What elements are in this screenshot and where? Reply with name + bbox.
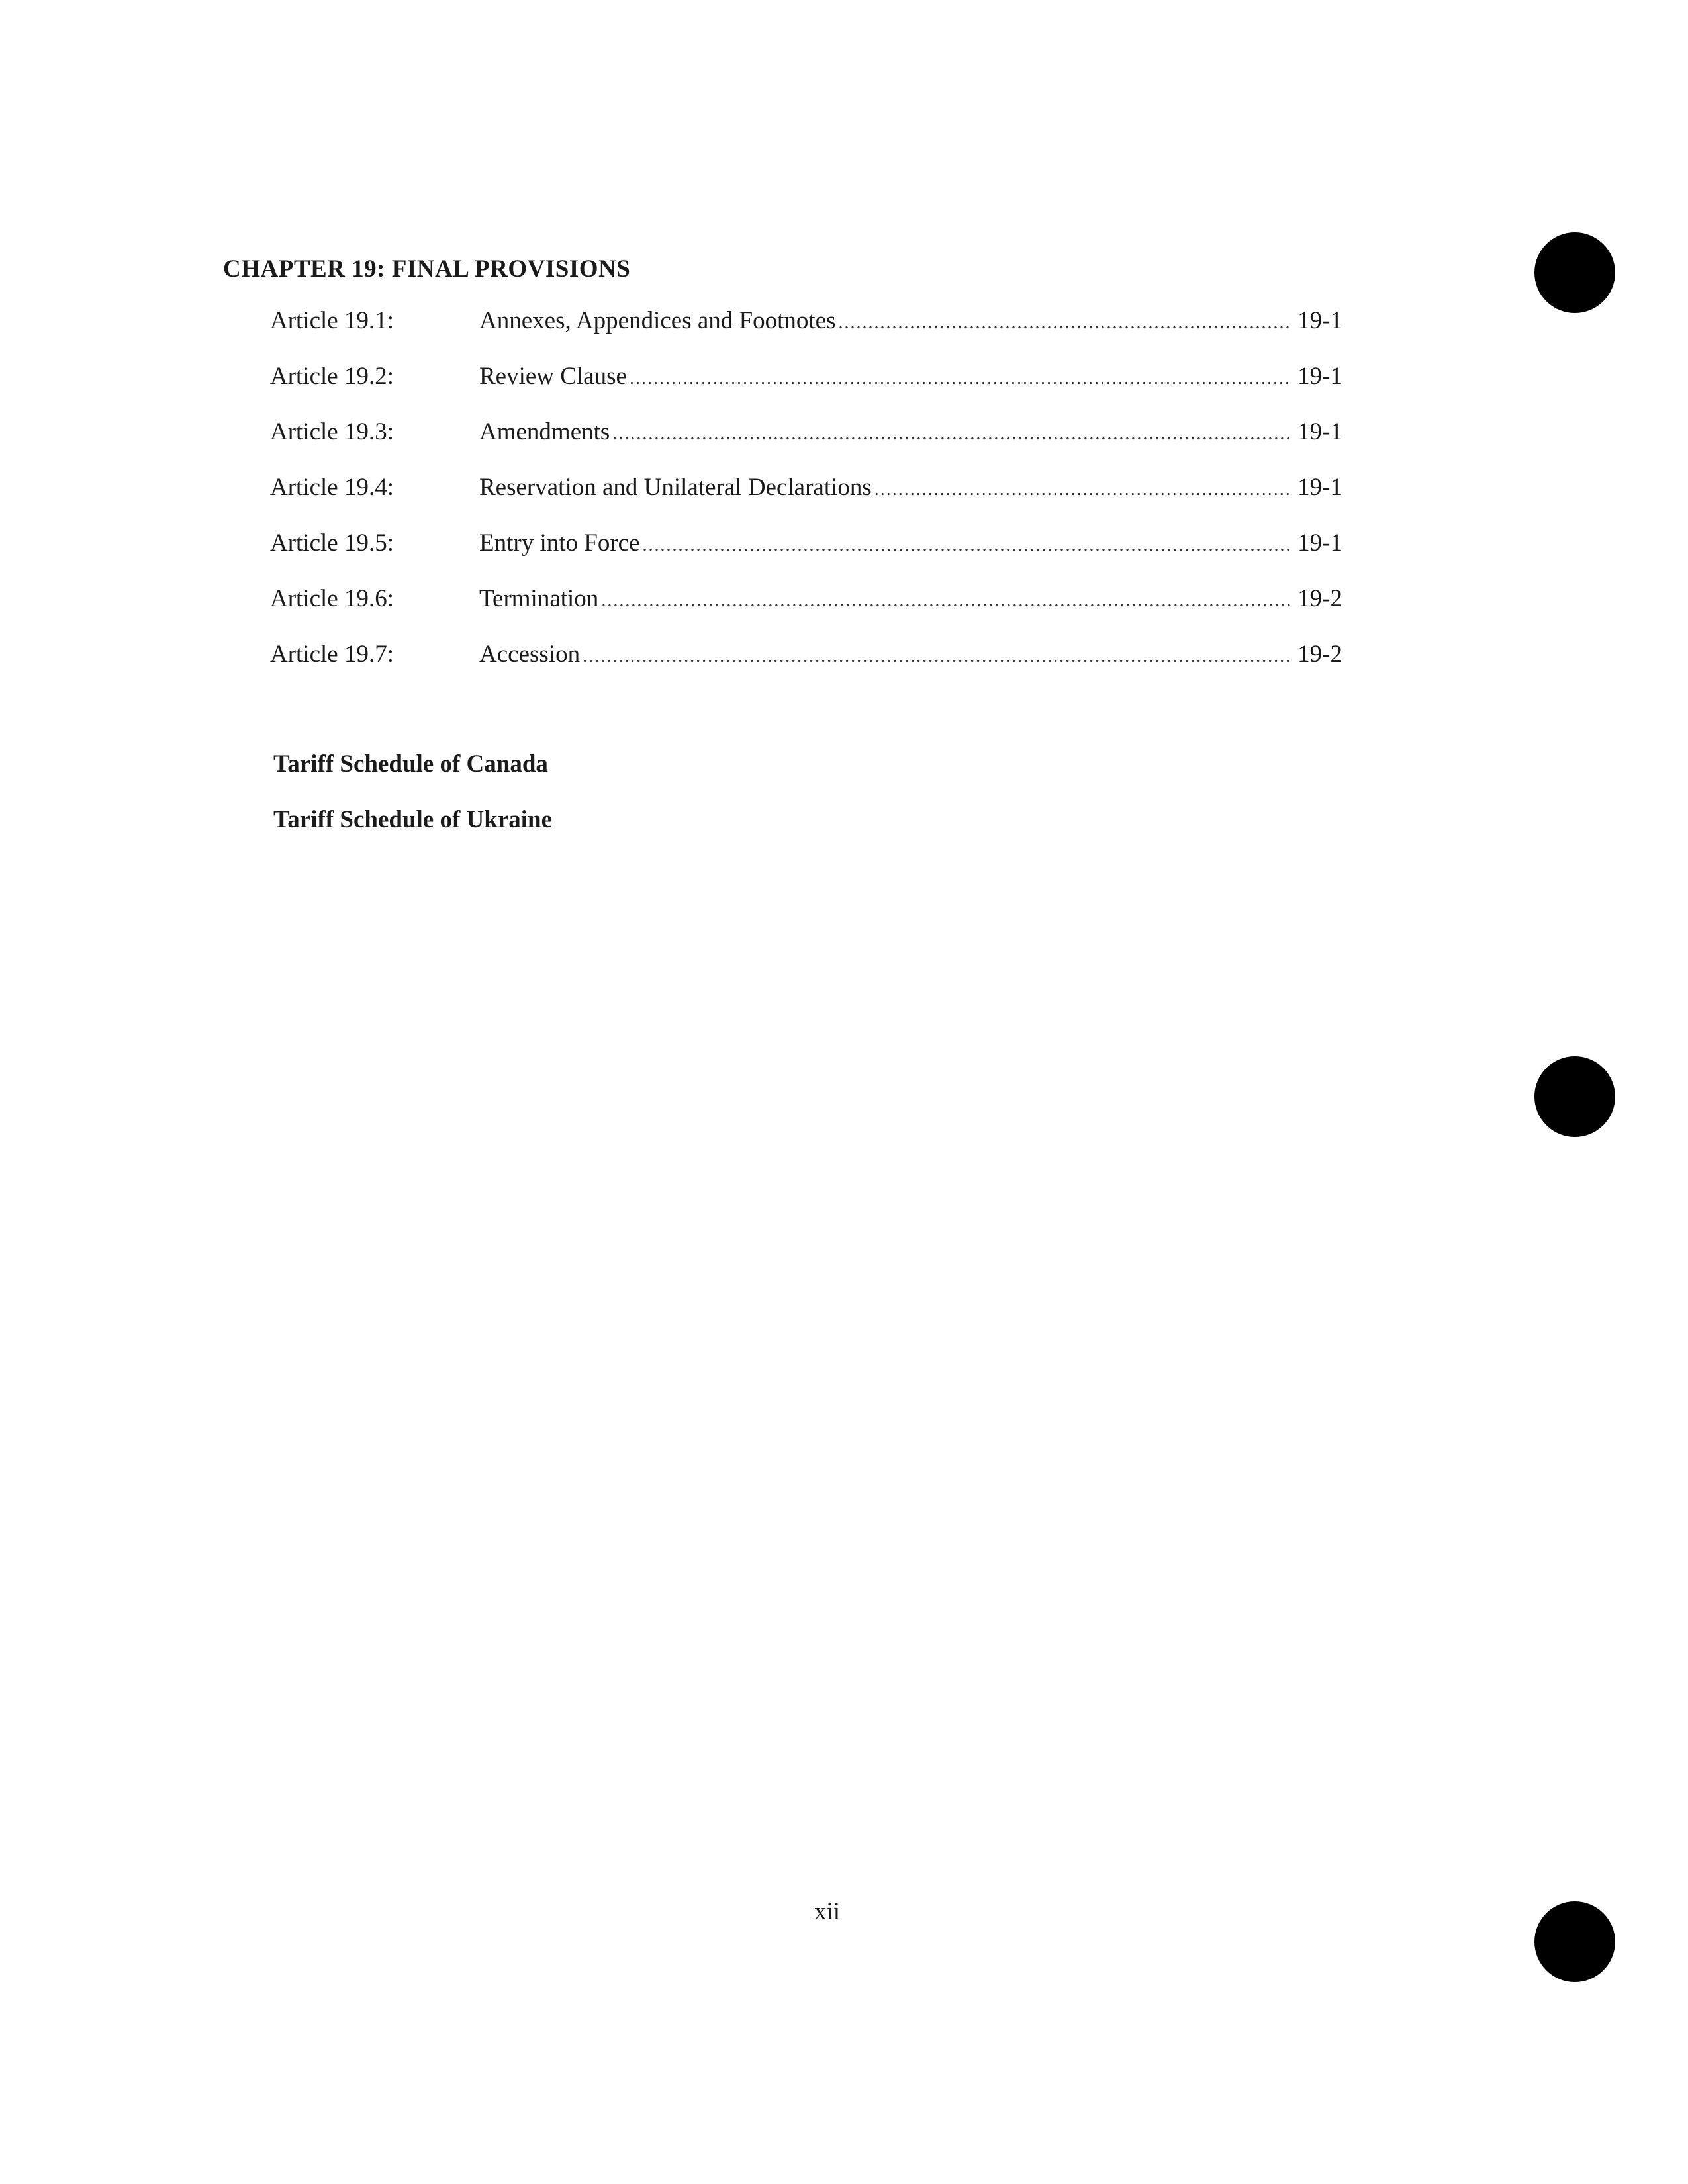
toc-entry-title: Review Clause xyxy=(479,363,627,390)
toc-entry[interactable] xyxy=(270,584,1342,640)
toc-entry[interactable] xyxy=(270,418,1342,473)
toc-entry-line xyxy=(479,584,1342,613)
toc-entry-title: Annexes, Appendices and Footnotes xyxy=(479,307,836,334)
table-of-contents xyxy=(270,306,1342,696)
toc-article-number: Article 19.1: xyxy=(270,307,395,334)
toc-entry-title: Termination xyxy=(479,585,599,612)
toc-leader-dots xyxy=(583,646,1292,667)
toc-entry[interactable] xyxy=(270,529,1342,584)
toc-article-number: Article 19.3: xyxy=(270,418,395,445)
toc-article-number: Article 19.6: xyxy=(270,585,395,612)
toc-entry-title: Accession xyxy=(479,641,581,668)
toc-page-reference: 19-2 xyxy=(1297,641,1342,668)
punch-hole-bottom xyxy=(1534,1901,1615,1982)
toc-leader-dots xyxy=(630,368,1292,389)
chapter-heading: CHAPTER 19: FINAL PROVISIONS xyxy=(223,255,631,283)
toc-entry-title: Reservation and Unilateral Declarations xyxy=(479,474,872,501)
toc-article-number: Article 19.2: xyxy=(270,363,395,390)
page-number: xii xyxy=(814,1898,841,1925)
toc-entry[interactable] xyxy=(270,306,1342,362)
toc-page-reference: 19-1 xyxy=(1297,307,1342,334)
punch-hole-middle xyxy=(1534,1056,1615,1137)
toc-page-reference: 19-2 xyxy=(1297,585,1342,612)
toc-leader-dots xyxy=(612,424,1292,445)
toc-leader-dots xyxy=(643,535,1293,556)
toc-entry-title: Entry into Force xyxy=(479,529,640,557)
toc-entry-line xyxy=(479,529,1342,557)
schedule-link-canada[interactable]: Tariff Schedule of Canada xyxy=(273,751,548,778)
toc-leader-dots xyxy=(874,479,1292,500)
toc-entry-line xyxy=(479,473,1342,502)
toc-entry-line xyxy=(479,306,1342,335)
toc-entry-line xyxy=(479,418,1342,446)
toc-article-number: Article 19.4: xyxy=(270,474,395,501)
toc-leader-dots xyxy=(601,590,1292,612)
toc-leader-dots xyxy=(838,312,1292,334)
toc-entry-line xyxy=(479,362,1342,390)
toc-page-reference: 19-1 xyxy=(1297,529,1342,557)
toc-entry[interactable] xyxy=(270,473,1342,529)
toc-entry-line xyxy=(479,640,1342,668)
toc-page-reference: 19-1 xyxy=(1297,474,1342,501)
toc-entry-title: Amendments xyxy=(479,418,610,445)
schedule-link-ukraine[interactable]: Tariff Schedule of Ukraine xyxy=(273,806,553,833)
punch-hole-top xyxy=(1534,232,1615,313)
toc-article-number: Article 19.7: xyxy=(270,641,395,668)
toc-page-reference: 19-1 xyxy=(1297,418,1342,445)
toc-entry[interactable] xyxy=(270,640,1342,696)
toc-entry[interactable] xyxy=(270,362,1342,418)
toc-article-number: Article 19.5: xyxy=(270,529,395,557)
toc-page-reference: 19-1 xyxy=(1297,363,1342,390)
